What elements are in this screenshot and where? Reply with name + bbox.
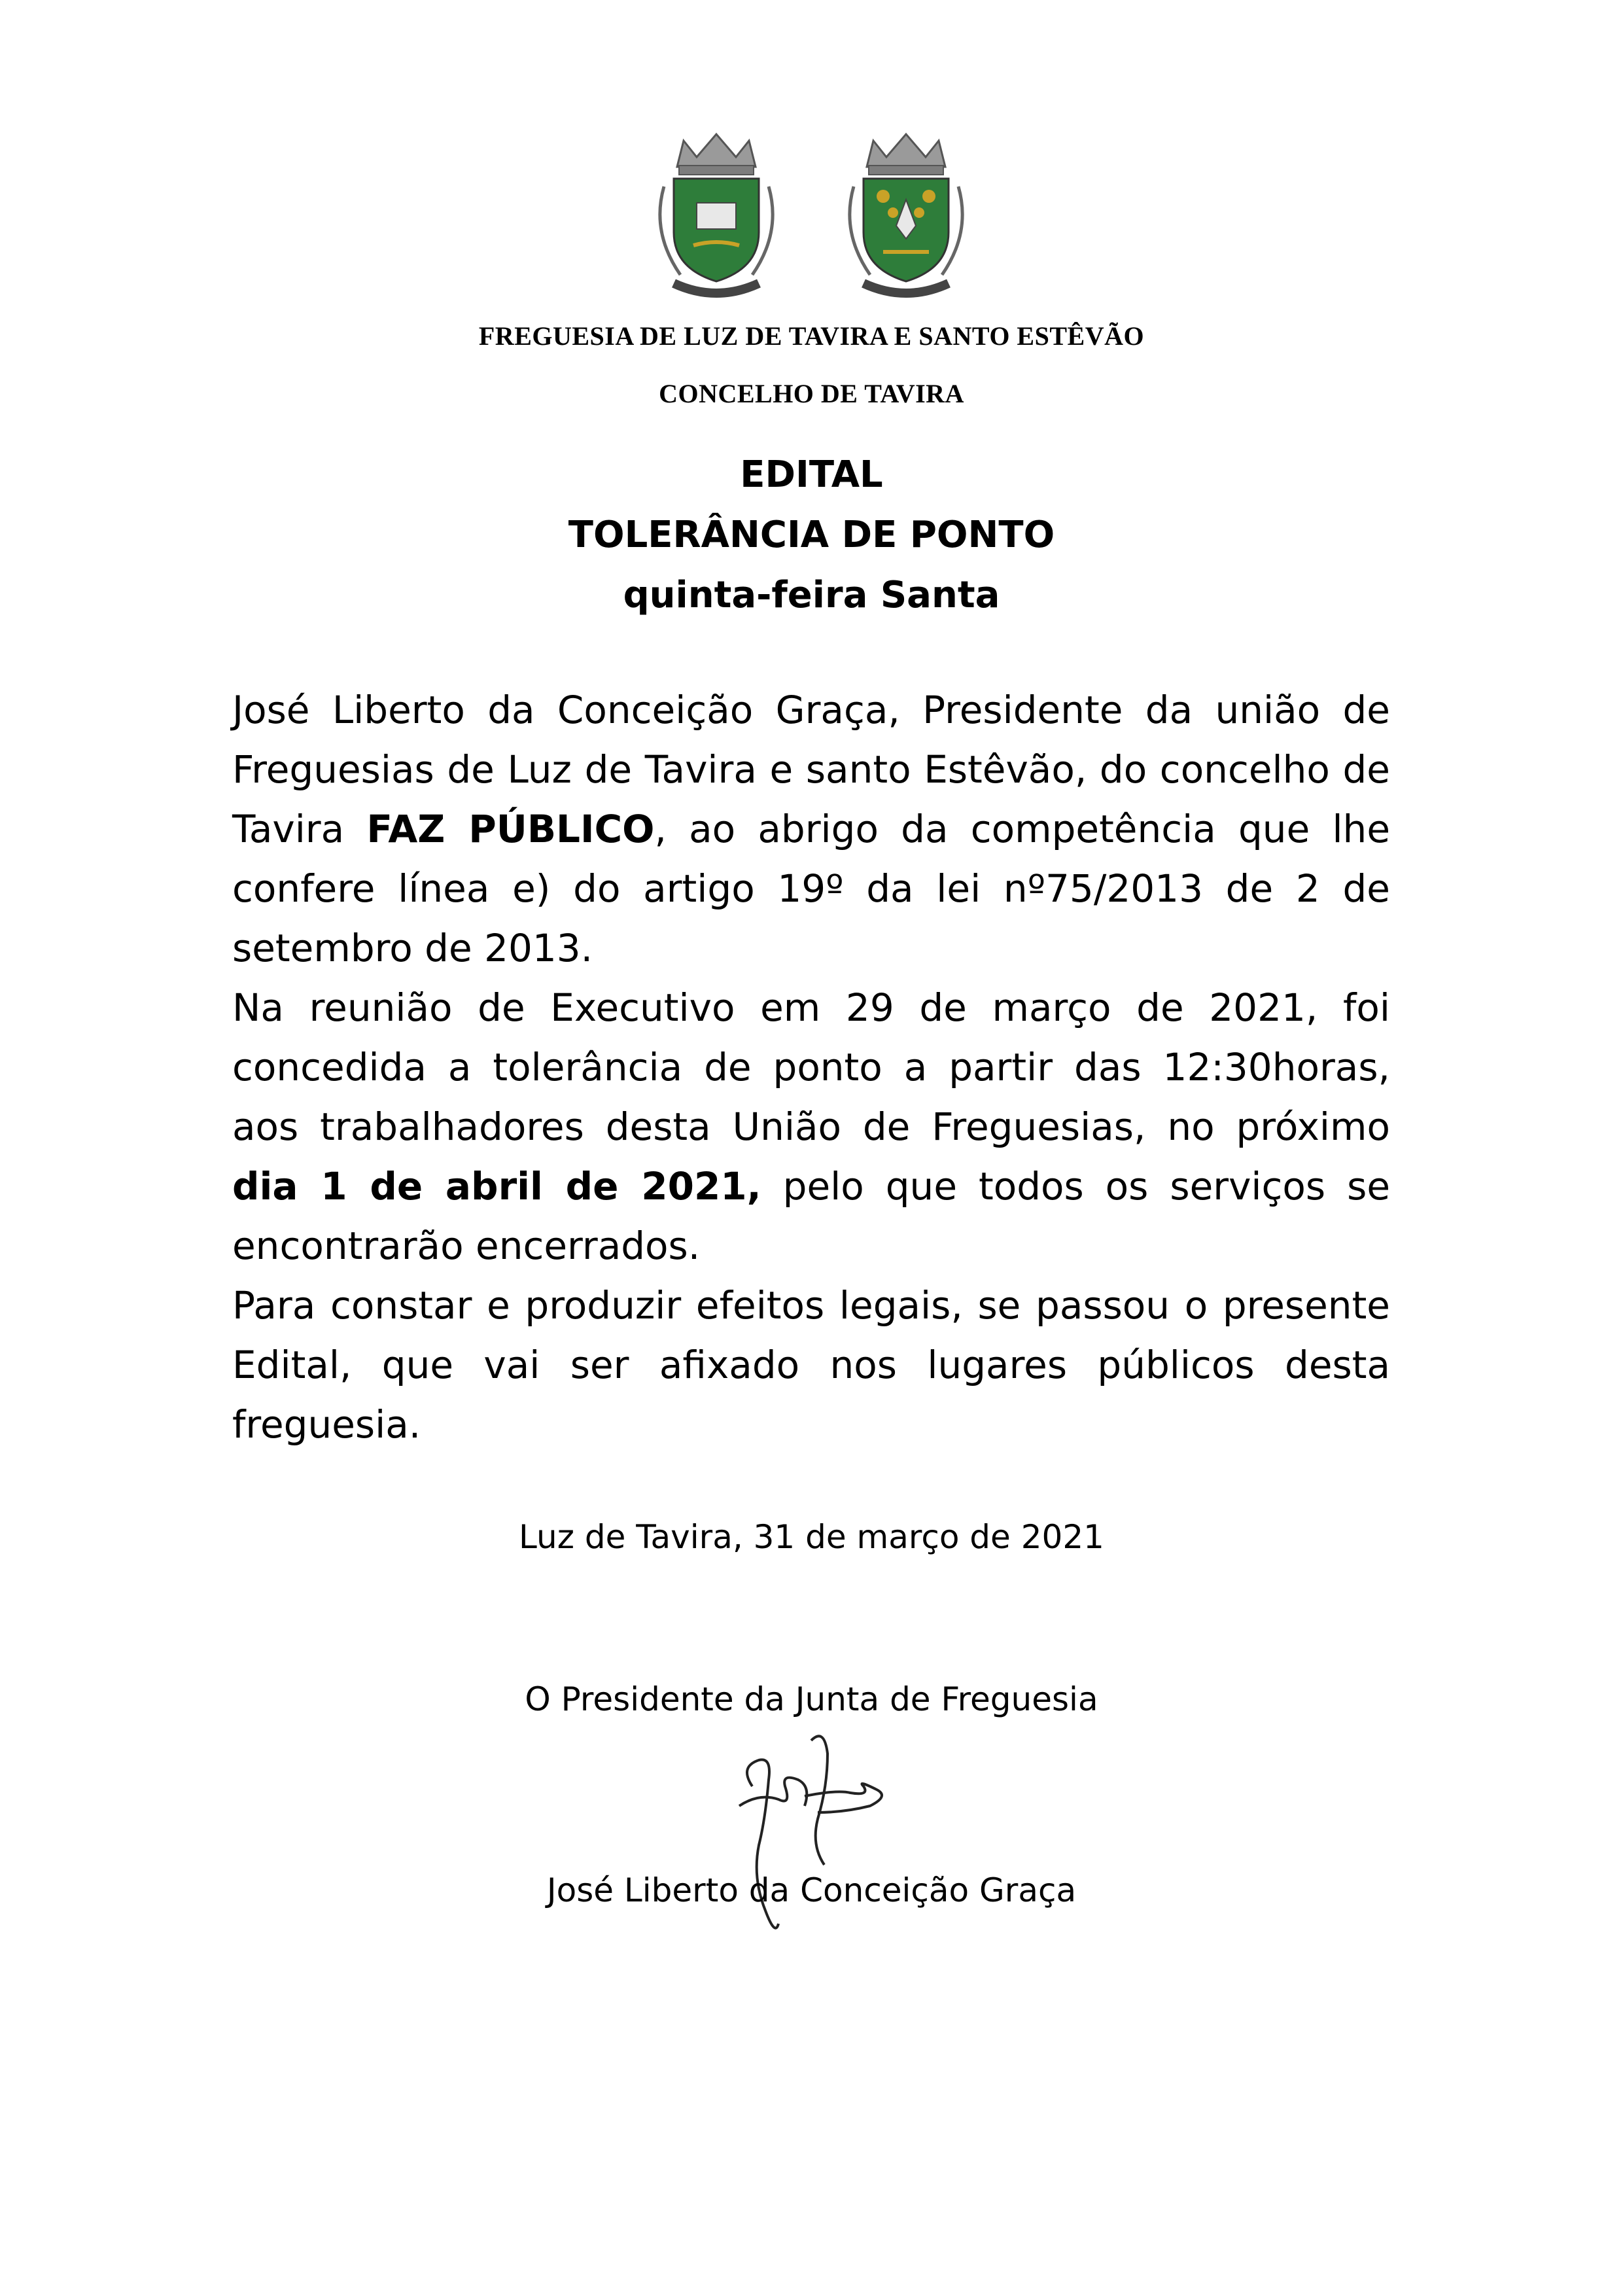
- signature-icon: [713, 1714, 909, 1950]
- signer-role: O Presidente da Junta de Freguesia: [525, 1680, 1098, 1718]
- title-day: quinta-feira Santa: [623, 574, 1000, 616]
- document-body: [232, 680, 1390, 1455]
- document-title: [0, 445, 1623, 626]
- place-date: Luz de Tavira, 31 de março de 2021: [519, 1518, 1104, 1556]
- signer-name: José Liberto da Conceição Graça: [546, 1871, 1077, 1909]
- faz-publico-text: FAZ PÚBLICO: [366, 807, 655, 851]
- organization-name: FREGUESIA DE LUZ DE TAVIRA E SANTO ESTÊVÃO: [478, 321, 1145, 351]
- paragraph-decision: Na reunião de Executivo em 29 de março de 2021, foi concedida a tolerância de ponto a partir das 12:30horas, aos trabalhadores desta União de Freguesias, no próximo dia 1 de abril de 2021, pelo que todos os serviços se encontrarão encerrados.: [232, 985, 1390, 1268]
- council-name: CONCELHO DE TAVIRA: [659, 379, 964, 408]
- crest-luz-tavira-icon: [628, 128, 805, 304]
- title-edital: EDITAL: [740, 453, 883, 496]
- crest-santo-estevao-icon: [818, 128, 994, 304]
- paragraph-closing: Para constar e produzir efeitos legais, se passou o presente Edital, que vai ser afixado nos lugares públicos desta freguesia.: [232, 1283, 1390, 1447]
- paragraph-announcement: José Liberto da Conceição Graça, Presidente da união de Freguesias de Luz de Tavira e santo Estêvão, do concelho de Tavira FAZ PÚBLICO, ao abrigo da competência que lhe confere línea e) do artigo 19º da lei nº75/2013 de 2 de setembro de 2013.: [232, 688, 1391, 970]
- crests-header: [628, 128, 994, 304]
- holiday-date-text: dia 1 de abril de 2021,: [232, 1164, 761, 1209]
- title-subject: TOLERÂNCIA DE PONTO: [568, 514, 1055, 556]
